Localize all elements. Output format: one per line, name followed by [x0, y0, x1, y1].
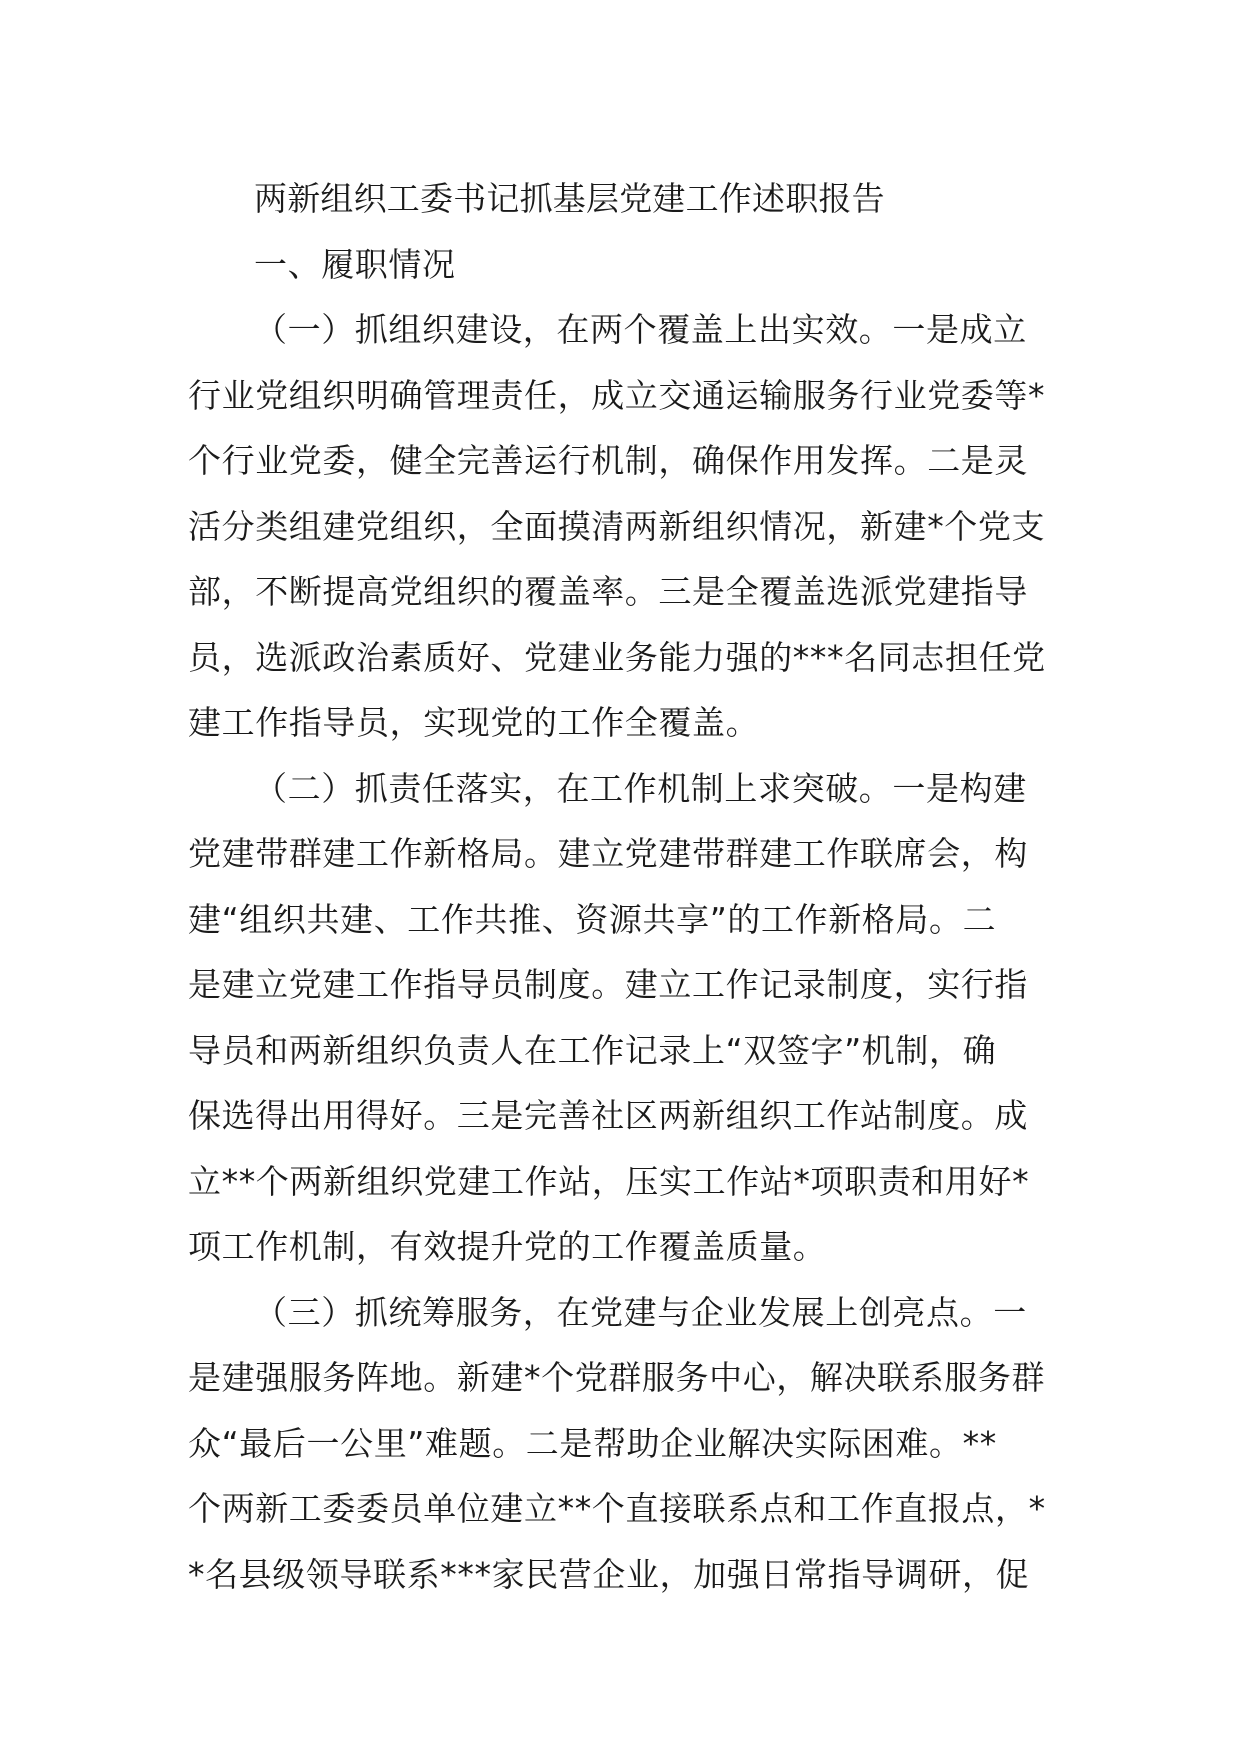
paragraph-line: 导员和两新组织负责人在工作记录上“双签字”机制，确	[188, 1030, 997, 1070]
paragraph-line: 党建带群建工作新格局。建立党建带群建工作联席会，构	[188, 834, 1028, 873]
paragraph-line: 立**个两新组织党建工作站，压实工作站*项职责和用好*	[188, 1161, 1030, 1201]
paragraph-line: 员，选派政治素质好、党建业务能力强的***名同志担任党	[188, 637, 1046, 677]
paragraph-line: 众“最后一公里”难题。二是帮助企业解决实际困难。**	[188, 1423, 997, 1463]
paragraph-line: 建“组织共建、工作共推、资源共享”的工作新格局。二	[188, 899, 997, 939]
paragraph-line: 保选得出用得好。三是完善社区两新组织工作站制度。成	[188, 1096, 1028, 1135]
paragraph-line: 是建强服务阵地。新建*个党群服务中心，解决联系服务群	[188, 1358, 1046, 1397]
paragraph-line: （三）抓统筹服务，在党建与企业发展上创亮点。一	[254, 1292, 1027, 1332]
paragraph-line: 活分类组建党组织，全面摸清两新组织情况，新建*个党支	[188, 506, 1046, 546]
paragraph-line: （一）抓组织建设，在两个覆盖上出实效。一是成立	[254, 310, 1027, 349]
section-heading: 一、履职情况	[254, 244, 456, 284]
paragraph-line: 建工作指导员，实现党的工作全覆盖。	[188, 703, 760, 742]
paragraph-line: 项工作机制，有效提升党的工作覆盖质量。	[188, 1227, 827, 1266]
paragraph-line: 部，不断提高党组织的覆盖率。三是全覆盖选派党建指导	[188, 572, 1028, 611]
paragraph-coordinated-service	[188, 1280, 1058, 1608]
paragraph-organization-building	[188, 297, 1058, 756]
paragraph-responsibility-implementation	[188, 756, 1058, 1280]
document-body	[188, 166, 1058, 1607]
paragraph-line: 个行业党委，健全完善运行机制，确保作用发挥。二是灵	[188, 441, 1028, 480]
paragraph-line: （二）抓责任落实，在工作机制上求突破。一是构建	[254, 768, 1027, 808]
paragraph-line: 是建立党建工作指导员制度。建立工作记录制度，实行指	[188, 965, 1028, 1004]
document-title: 两新组织工委书记抓基层党建工作述职报告	[254, 179, 885, 218]
paragraph-line: 行业党组织明确管理责任，成立交通运输服务行业党委等*	[188, 375, 1046, 415]
paragraph-line: *名县级领导联系***家民营企业，加强日常指导调研，促	[188, 1554, 1030, 1594]
paragraph-line: 个两新工委委员单位建立**个直接联系点和工作直报点，*	[188, 1489, 1046, 1528]
